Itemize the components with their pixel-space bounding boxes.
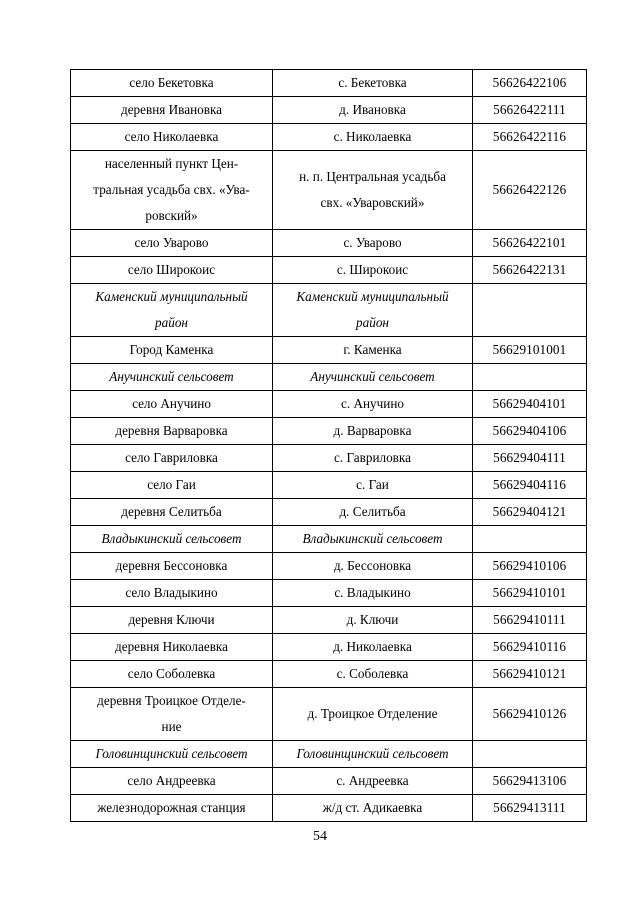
cell-oktmo-code <box>473 284 587 337</box>
table-row <box>71 97 587 124</box>
cell-oktmo-code <box>473 526 587 553</box>
cell-settlement-name: село Гаи <box>71 472 273 499</box>
cell-oktmo-code: 56629404101 <box>473 391 587 418</box>
cell-oktmo-code: 56629410116 <box>473 634 587 661</box>
cell-settlement-name: Город Каменка <box>71 337 273 364</box>
table-row <box>71 553 587 580</box>
table-row <box>71 661 587 688</box>
cell-settlement-short-name: Анучинский сельсовет <box>273 364 473 391</box>
cell-oktmo-code: 56629410106 <box>473 553 587 580</box>
cell-settlement-short-name: с. Николаевка <box>273 124 473 151</box>
cell-settlement-name: деревня Селитьба <box>71 499 273 526</box>
cell-oktmo-code <box>473 364 587 391</box>
cell-oktmo-code: 56629101001 <box>473 337 587 364</box>
cell-oktmo-code: 56629404106 <box>473 418 587 445</box>
cell-settlement-name: село Бекетовка <box>71 70 273 97</box>
cell-settlement-short-name: д. Бессоновка <box>273 553 473 580</box>
cell-settlement-short-name: н. п. Центральная усадьба свх. «Уваровский» <box>273 151 473 230</box>
cell-settlement-name: деревня Николаевка <box>71 634 273 661</box>
cell-settlement-name: Анучинский сельсовет <box>71 364 273 391</box>
cell-oktmo-code: 56629410101 <box>473 580 587 607</box>
cell-settlement-short-name: с. Андреевка <box>273 768 473 795</box>
table-row <box>71 607 587 634</box>
settlements-table-body <box>71 70 587 822</box>
cell-settlement-short-name: с. Гавриловка <box>273 445 473 472</box>
table-row <box>71 795 587 822</box>
cell-settlement-name: деревня Ивановка <box>71 97 273 124</box>
cell-settlement-short-name: д. Ключи <box>273 607 473 634</box>
cell-settlement-short-name: д. Варваровка <box>273 418 473 445</box>
cell-oktmo-code: 56629404111 <box>473 445 587 472</box>
cell-oktmo-code: 56629404116 <box>473 472 587 499</box>
table-row <box>71 688 587 741</box>
table-row <box>71 768 587 795</box>
cell-settlement-short-name: с. Владыкино <box>273 580 473 607</box>
table-row <box>71 70 587 97</box>
table-row <box>71 418 587 445</box>
cell-settlement-name: село Владыкино <box>71 580 273 607</box>
cell-settlement-name: деревня Ключи <box>71 607 273 634</box>
cell-settlement-short-name: Каменский муниципальный район <box>273 284 473 337</box>
cell-settlement-name: железнодорожная станция <box>71 795 273 822</box>
table-section-row <box>71 364 587 391</box>
cell-settlement-name: село Анучино <box>71 391 273 418</box>
cell-settlement-name: населенный пункт Цен- тральная усадьба свх. «Ува- ровский» <box>71 151 273 230</box>
cell-settlement-name: деревня Варваровка <box>71 418 273 445</box>
cell-settlement-short-name: д. Ивановка <box>273 97 473 124</box>
cell-settlement-name: село Гавриловка <box>71 445 273 472</box>
cell-settlement-short-name: с. Широкоис <box>273 257 473 284</box>
table-row <box>71 580 587 607</box>
table-row <box>71 257 587 284</box>
table-row <box>71 151 587 230</box>
cell-settlement-short-name: с. Бекетовка <box>273 70 473 97</box>
table-row <box>71 472 587 499</box>
table-row <box>71 337 587 364</box>
cell-settlement-short-name: Головинщинский сельсовет <box>273 741 473 768</box>
cell-settlement-name: село Широкоис <box>71 257 273 284</box>
cell-oktmo-code: 56629410121 <box>473 661 587 688</box>
cell-oktmo-code <box>473 741 587 768</box>
cell-oktmo-code: 56629413106 <box>473 768 587 795</box>
cell-settlement-name: деревня Бессоновка <box>71 553 273 580</box>
cell-settlement-name: село Николаевка <box>71 124 273 151</box>
cell-settlement-short-name: д. Селитьба <box>273 499 473 526</box>
cell-settlement-name: деревня Троицкое Отделе- ние <box>71 688 273 741</box>
cell-oktmo-code: 56629410126 <box>473 688 587 741</box>
cell-oktmo-code: 56629413111 <box>473 795 587 822</box>
cell-settlement-short-name: с. Анучино <box>273 391 473 418</box>
cell-settlement-name: Владыкинский сельсовет <box>71 526 273 553</box>
table-section-row <box>71 741 587 768</box>
table-row <box>71 445 587 472</box>
cell-settlement-short-name: ж/д ст. Адикаевка <box>273 795 473 822</box>
table-row <box>71 124 587 151</box>
table-row <box>71 634 587 661</box>
cell-oktmo-code: 56626422111 <box>473 97 587 124</box>
table-section-row <box>71 526 587 553</box>
cell-settlement-short-name: д. Николаевка <box>273 634 473 661</box>
cell-oktmo-code: 56626422106 <box>473 70 587 97</box>
cell-settlement-short-name: с. Уварово <box>273 230 473 257</box>
cell-oktmo-code: 56626422116 <box>473 124 587 151</box>
cell-settlement-short-name: д. Троицкое Отделение <box>273 688 473 741</box>
cell-settlement-name: Каменский муниципальный район <box>71 284 273 337</box>
cell-settlement-name: Головинщинский сельсовет <box>71 741 273 768</box>
cell-settlement-short-name: г. Каменка <box>273 337 473 364</box>
table-row <box>71 391 587 418</box>
table-section-row <box>71 284 587 337</box>
cell-settlement-name: село Уварово <box>71 230 273 257</box>
cell-oktmo-code: 56626422126 <box>473 151 587 230</box>
cell-settlement-short-name: с. Соболевка <box>273 661 473 688</box>
cell-oktmo-code: 56626422131 <box>473 257 587 284</box>
settlements-table <box>70 69 587 822</box>
cell-settlement-name: село Соболевка <box>71 661 273 688</box>
cell-oktmo-code: 56629410111 <box>473 607 587 634</box>
table-row <box>71 230 587 257</box>
cell-oktmo-code: 56626422101 <box>473 230 587 257</box>
cell-settlement-short-name: с. Гаи <box>273 472 473 499</box>
cell-settlement-short-name: Владыкинский сельсовет <box>273 526 473 553</box>
cell-settlement-name: село Андреевка <box>71 768 273 795</box>
table-row <box>71 499 587 526</box>
page-number: 54 <box>313 829 327 844</box>
cell-oktmo-code: 56629404121 <box>473 499 587 526</box>
